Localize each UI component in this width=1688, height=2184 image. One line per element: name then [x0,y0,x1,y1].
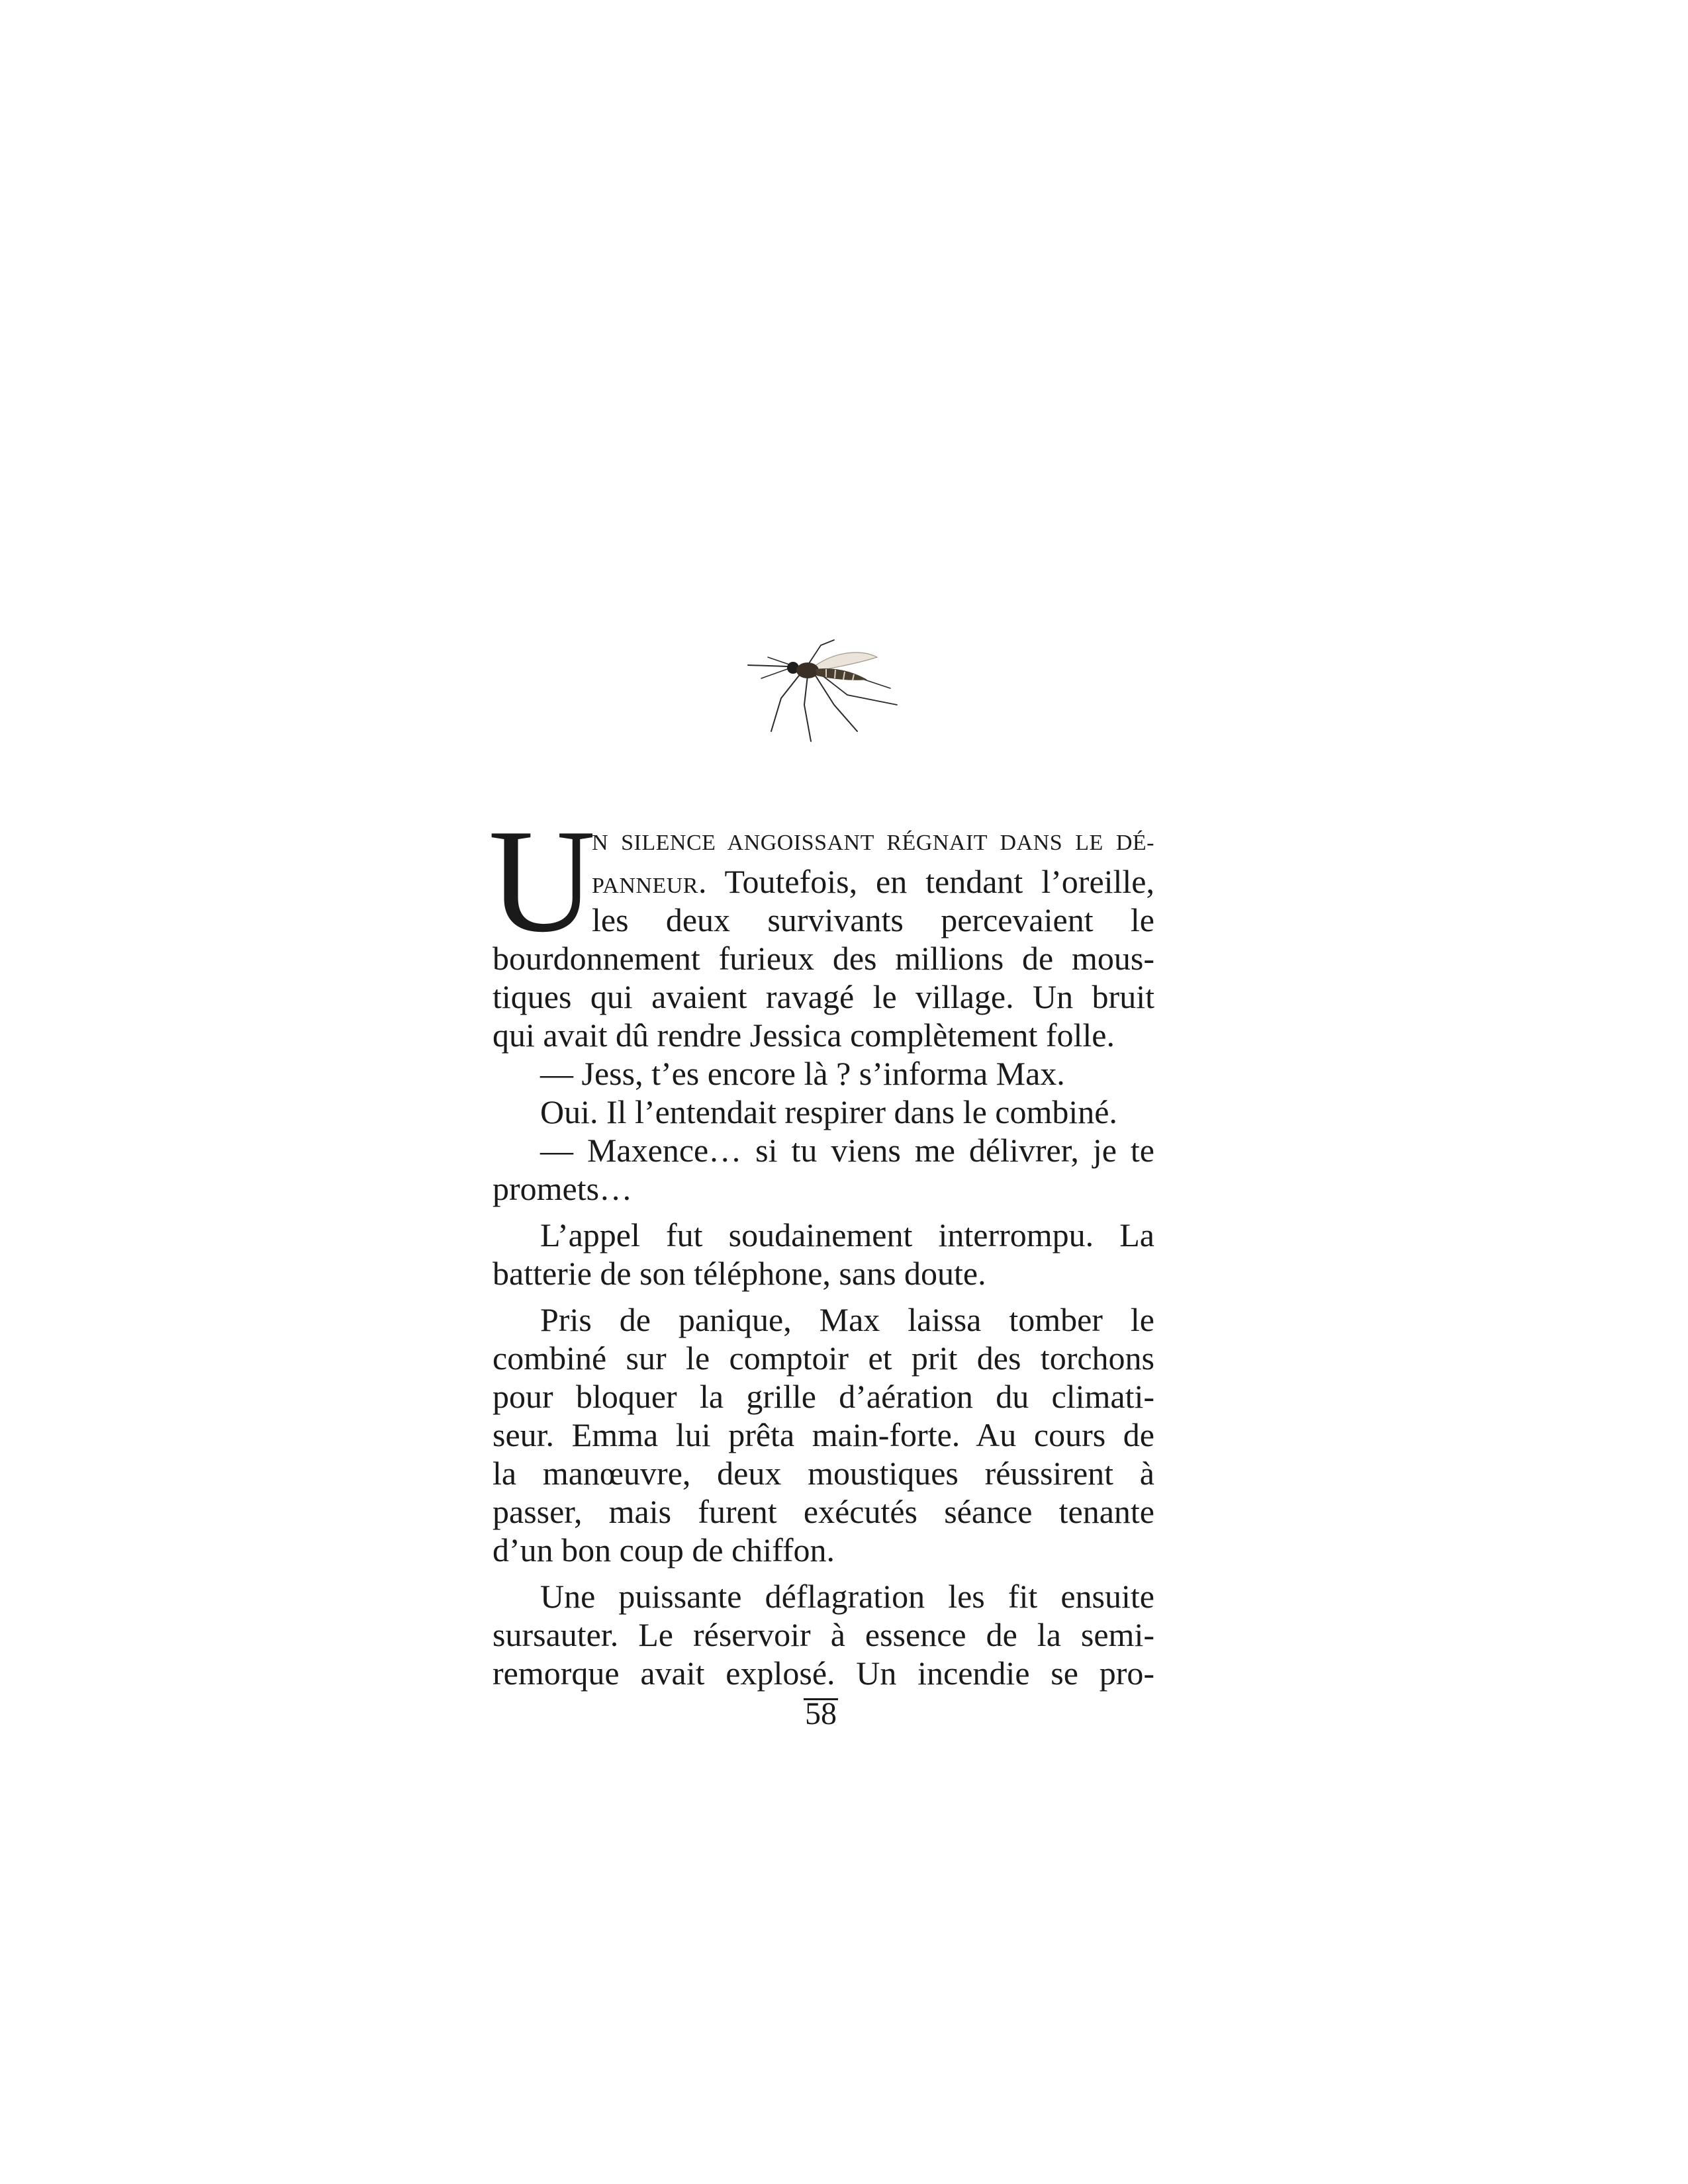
page-number: 58 [805,1696,837,1731]
text-line: les deux survivants percevaient le [592,901,1154,938]
text-line: la manœuvre, deux moustiques réussirent à [492,1455,1154,1492]
text-line: Oui. Il l’entendait respirer dans le combiné. [540,1093,1117,1130]
dialogue-line: promets… [492,1170,633,1207]
text-line: pour bloquer la grille d’aération du climati- [492,1378,1154,1415]
dialogue-line: — Maxence… si tu viens me délivrer, je te [540,1132,1154,1169]
dialogue-line: — Jess, t’es encore là ? s’informa Max. [540,1055,1065,1092]
drop-cap: U [489,799,596,963]
text-line: batterie de son téléphone, sans doute. [492,1255,986,1292]
text-line: sursauter. Le réservoir à essence de la semi- [492,1616,1154,1653]
text-line: combiné sur le comptoir et prit des torchons [492,1340,1154,1377]
text-line: passer, mais furent exécutés séance tenante [492,1493,1154,1530]
text-line: Pris de panique, Max laissa tomber le [540,1301,1154,1338]
text-line: N SILENCE ANGOISSANT RÉGNAIT DANS LE DÉ- [592,831,1154,855]
chapter-text [489,799,1154,1692]
text-line: tiques qui avaient ravagé le village. Un bruit [492,978,1154,1015]
small-caps-word: PANNEUR [592,874,698,898]
text-line: L’appel fut soudainement interrompu. La [540,1216,1154,1253]
text-line [592,862,1154,901]
text-line: Une puissante déflagration les fit ensuite [540,1578,1154,1615]
text-line: d’un bon coup de chiffon. [492,1531,835,1569]
text-line: seur. Emma lui prêta main-forte. Au cours de [492,1416,1154,1453]
text-line: qui avait dû rendre Jessica complètement folle. [492,1017,1115,1054]
text-fragment: . Toutefois, en tendant l’oreille, [698,863,1154,900]
mosquito-icon [741,632,907,745]
text-line: remorque avait explosé. Un incendie se pro- [492,1655,1154,1692]
text-line: bourdonnement furieux des millions de mous- [492,940,1154,977]
